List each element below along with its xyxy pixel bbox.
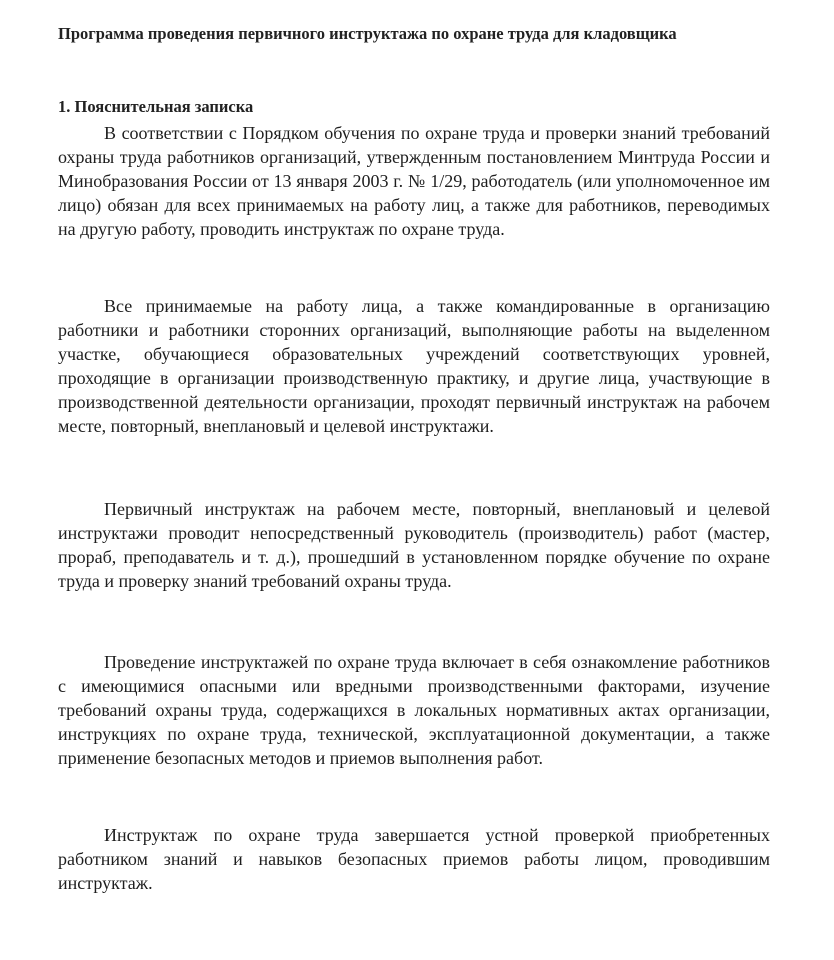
section-heading: 1. Пояснительная записка (58, 97, 254, 116)
paragraph: Проведение инструктажей по охране труда включает в себя ознакомление работников с имеющимися опасными или вредными производственными факторами, изучение требований охраны труда, содержащихся в локальных нормативных актах организации, инструкциях по охране труда, технической, эксплуатационной документации, а также применение безопасных методов и приемов выполнения работ. (58, 652, 770, 768)
document-title: Программа проведения первичного инструктажа по охране труда для кладовщика (58, 24, 677, 43)
paragraph: Инструктаж по охране труда завершается устной проверкой приобретенных работником знаний и навыков безопасных приемов работы лицом, проводившим инструктаж. (58, 825, 770, 893)
paragraph: Первичный инструктаж на рабочем месте, повторный, внеплановый и целевой инструктажи проводит непосредственный руководитель (производитель) работ (мастер, прораб, преподаватель и т. д.), прошедший в установленном порядке обучение по охране труда и проверку знаний требований охраны труда. (58, 499, 770, 591)
paragraph: Все принимаемые на работу лица, а также командированные в организацию работники и работники сторонних организаций, выполняющие работы на выделенном участке, обучающиеся образовательных учреждений соответствующих уровней, проходящие в организации производственную практику, и другие лица, участвующие в производственной деятельности организации, проходят первичный инструктаж на рабочем месте, повторный, внеплановый и целевой инструктажи. (58, 296, 770, 436)
paragraph: В соответствии с Порядком обучения по охране труда и проверки знаний требований охраны труда работников организаций, утвержденным постановлением Минтруда России и Минобразования России от 13 января 2003 г. № 1/29, работодатель (или уполномоченное им лицо) обязан для всех принимаемых на работу лиц, а также для работников, переводимых на другую работу, проводить инструктаж по охране труда. (58, 123, 770, 239)
